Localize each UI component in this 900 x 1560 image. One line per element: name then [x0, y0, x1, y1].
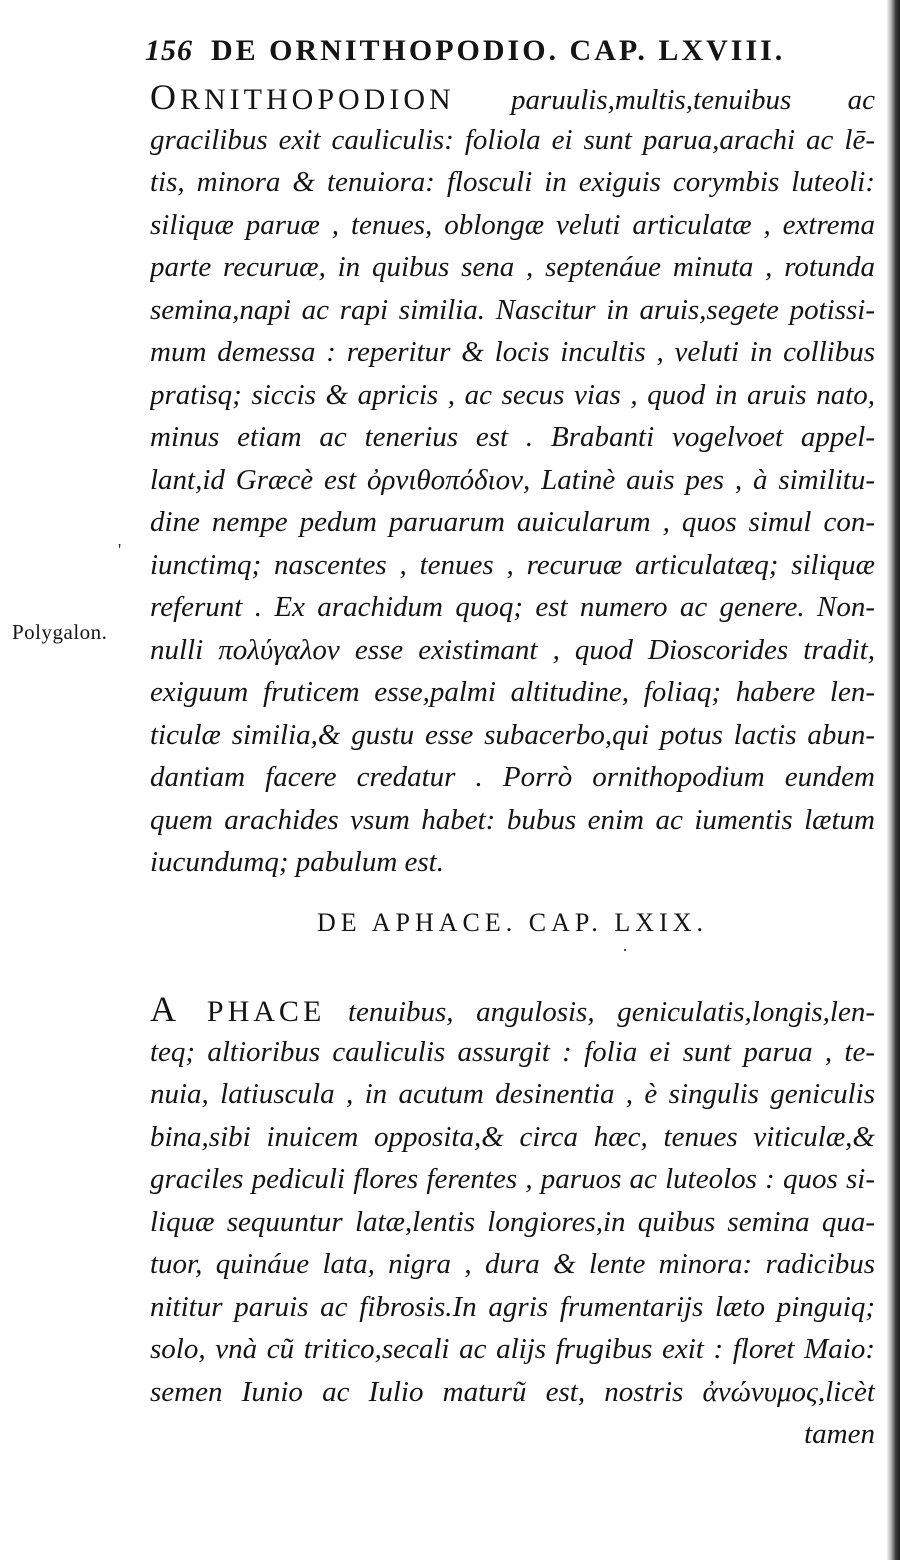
running-title: DE ORNITHOPODIO. CAP. LXVIII. [211, 34, 786, 67]
initial-letters: ORNITHOPODION [150, 77, 455, 117]
text-line: liquæ sequuntur latæ,lentis longiores,in quibus semina qua- [150, 1205, 875, 1238]
text-line: referunt . Ex arachidum quoq; est numero ac genere. Non- [150, 591, 875, 623]
text-line: ticulæ similia,& gustu esse subacerbo,qui potus lactis abun- [150, 718, 875, 751]
text-line: tuor, quináue lata, nigra , dura & lente minora: radicibus [150, 1248, 875, 1280]
text-line: teq; altioribus cauliculis assurgit : folia ei sunt parua , te- [150, 1035, 875, 1068]
text-line: semina,napi ac rapi similia. Nascitur in aruis,segete potissi- [150, 293, 875, 326]
text-line: exiguum fruticem esse,palmi altitudine, foliaq; habere len- [150, 676, 875, 708]
text-line: tis, minora & tenuiora: flosculi in exiguis corymbis luteoli: [150, 166, 875, 198]
running-head [145, 34, 865, 74]
text-line: lant,id Græcè est ὀρνιθοπόδιον, Latinè auis pes , à similitu- [150, 463, 875, 496]
text-line: semen Iunio ac Iulio maturũ est, nostris ἀνώνυμος,licèt [150, 1375, 875, 1408]
text-line: nulli πολύγαλον esse existimant , quod Dioscorides tradit, [150, 633, 875, 666]
text-line: bina,sibi inuicem opposita,& circa hæc, tenues viticulæ,& [150, 1120, 875, 1153]
text-line: nititur paruis ac fibrosis.In agris frumentariјs læto pinguiq; [150, 1290, 875, 1323]
chapter-text-ornithopodio [150, 76, 875, 884]
text-line: quem arachides vsum habet: bubus enim ac iumentis lætum [150, 803, 875, 836]
catchword: tamen [804, 1418, 875, 1450]
initial-letters: A PHACE [150, 989, 326, 1029]
text-line: dantiam facere credatur . Porrò ornithopodium eundem [150, 761, 875, 793]
text-line-first: A PHACE tenuibus, angulosis, geniculatis,longis,len- [150, 989, 875, 1029]
text-line-last: iucundumq; pabulum est. [150, 846, 444, 878]
stray-mark: · [622, 940, 628, 960]
chapter-text-aphace [150, 988, 875, 1456]
text-line-first: ORNITHOPODION paruulis,multis,tenuibus ac [150, 77, 875, 117]
text-line: dine nempe pedum paruarum auicularum , quos simul con- [150, 506, 875, 538]
text-line: iunctimq; nascentes , tenues , recuruæ articulatæq; siliquæ [150, 548, 875, 581]
page-edge-shadow [886, 0, 900, 1560]
chapter-heading-aphace: DE APHACE. CAP. LXIX. [316, 908, 709, 937]
stray-mark: ' [118, 540, 122, 560]
margin-note: Polygalon. [12, 620, 108, 644]
text-line: parte recuruæ, in quibus sena , septenáue minuta , rotunda [150, 251, 875, 283]
text-line: solo, vnà cũ tritico,secali ac aliјs frugibus exit : floret Maio: [150, 1333, 875, 1365]
text-line: gracilibus exit cauliculis: foliola ei sunt parua,arachi ac lē- [150, 123, 875, 156]
page-number: 156 [145, 34, 193, 67]
text-line: pratisq; siccis & apricis , ac secus vias , quod in aruis nato, [150, 378, 875, 411]
text-line: minus etiam ac tenerius est . Brabanti vogelvoet appel- [150, 421, 875, 453]
text-line: siliquæ paruæ , tenues, oblongæ veluti articulatæ , extrema [150, 208, 875, 241]
text-line: nuia, latiuscula , in acutum desinentia , è singulis geniculis [150, 1078, 875, 1110]
text-line: graciles pediculi flores ferentes , paruos ac luteolos : quos si- [150, 1163, 875, 1195]
text-line: mum demessa : reperitur & locis incultis , veluti in collibus [150, 336, 875, 368]
